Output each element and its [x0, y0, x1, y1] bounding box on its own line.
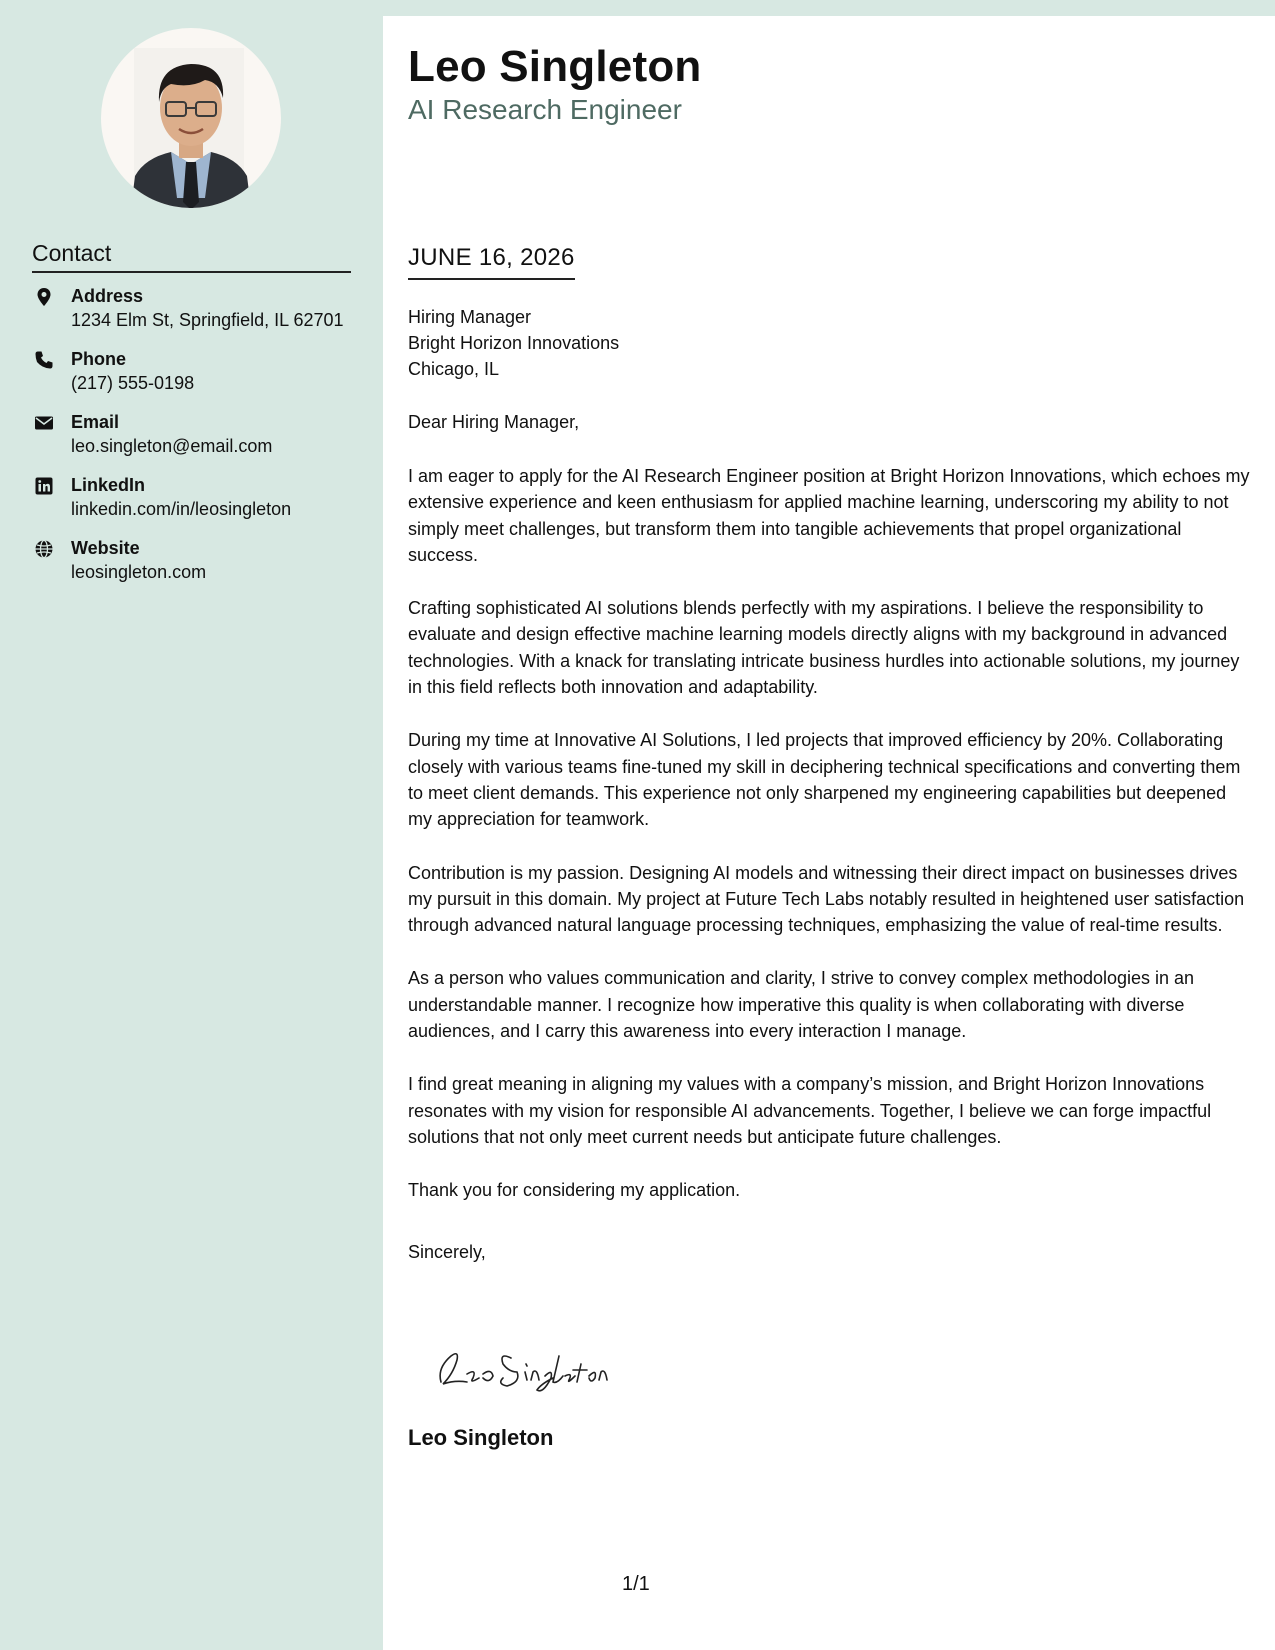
contact-item-phone [32, 347, 362, 410]
recipient-line: Bright Horizon Innovations [408, 333, 620, 353]
contact-list [32, 284, 362, 599]
letter-body [383, 16, 1275, 1650]
applicant-name: Leo Singleton [408, 42, 702, 91]
contact-label: LinkedIn [71, 475, 146, 495]
contact-item-address [32, 284, 362, 347]
paragraph: I find great meaning in aligning my values with a company’s mission, and Bright Horizon Innovations resonates with my vision for responsible AI advancements. Together, I believe we can forge impactful solutions that not only meet current needs but anticipate future challenges. [408, 1074, 1212, 1147]
contact-label: Address [71, 286, 144, 306]
envelope-icon [34, 413, 54, 433]
paragraph: I am eager to apply for the AI Research Engineer position at Bright Horizon Innovations, which echoes my extensive experience and keen enthusiasm for applied machine learning, underscoring my ability to not simply meet challenges, but transform them into tangible achievements that propel organizational success. [408, 466, 1250, 565]
letter-date: JUNE 16, 2026 [408, 244, 575, 280]
handwritten-signature [433, 1338, 653, 1398]
contact-value: leo.singleton@email.com [71, 436, 273, 456]
paragraph: As a person who values communication and clarity, I strive to convey complex methodologies in an understandable manner. I recognize how imperative this quality is when collaborating with diverse audiences, and I carry this awareness into every interaction I manage. [408, 968, 1195, 1042]
sidebar [0, 0, 383, 1650]
contact-heading: Contact [32, 240, 351, 273]
signed-name: Leo Singleton [408, 1425, 554, 1450]
contact-value: leosingleton.com [71, 562, 207, 582]
location-pin-icon [34, 287, 54, 307]
contact-value: (217) 555-0198 [71, 373, 195, 393]
contact-label: Phone [71, 349, 127, 369]
applicant-title: AI Research Engineer [408, 94, 682, 125]
letter-paragraphs [408, 463, 1253, 1231]
contact-label: Email [71, 412, 120, 432]
recipient-line: Hiring Manager [408, 307, 532, 327]
contact-value: linkedin.com/in/leosingleton [71, 499, 292, 519]
contact-item-linkedin [32, 473, 362, 536]
paragraph: Contribution is my passion. Designing AI models and witnessing their direct impact on businesses drives my pursuit in this domain. My project at Future Tech Labs notably resulted in heightened user satisfaction through advanced natural language processing techniques, emphasizing the value of real-time results. [408, 862, 1245, 936]
contact-value: 1234 Elm St, Springfield, IL 62701 [71, 310, 344, 330]
paragraph: Crafting sophisticated AI solutions blends perfectly with my aspirations. I believe the responsibility to evaluate and design effective machine learning models directly aligns with my background in advanced technologies. With a knack for translating intricate business hurdles into actionable solutions, my journey in this field reflects both innovation and adaptability. [408, 598, 1240, 698]
page-number: 1/1 [622, 1573, 650, 1595]
contact-item-website [32, 536, 362, 599]
contact-item-email [32, 410, 362, 473]
globe-icon [34, 539, 54, 559]
recipient-block [408, 304, 619, 382]
phone-icon [34, 350, 54, 370]
paragraph: During my time at Innovative AI Solutions, I led projects that improved efficiency by 20%. Collaborating closely with various teams fine-tuned my skill in deciphering technical specifications and converting them to meet client demands. This experience not only sharpened my engineering capabilities but deepened my appreciation for teamwork. [408, 730, 1241, 830]
contact-label: Website [71, 538, 140, 558]
salutation: Dear Hiring Manager, [408, 412, 580, 432]
avatar [101, 28, 281, 208]
closing: Sincerely, [408, 1242, 486, 1262]
linkedin-icon [34, 476, 54, 496]
profile-photo [101, 28, 281, 208]
paragraph: Thank you for considering my application. [408, 1180, 741, 1201]
recipient-line: Chicago, IL [408, 359, 500, 379]
